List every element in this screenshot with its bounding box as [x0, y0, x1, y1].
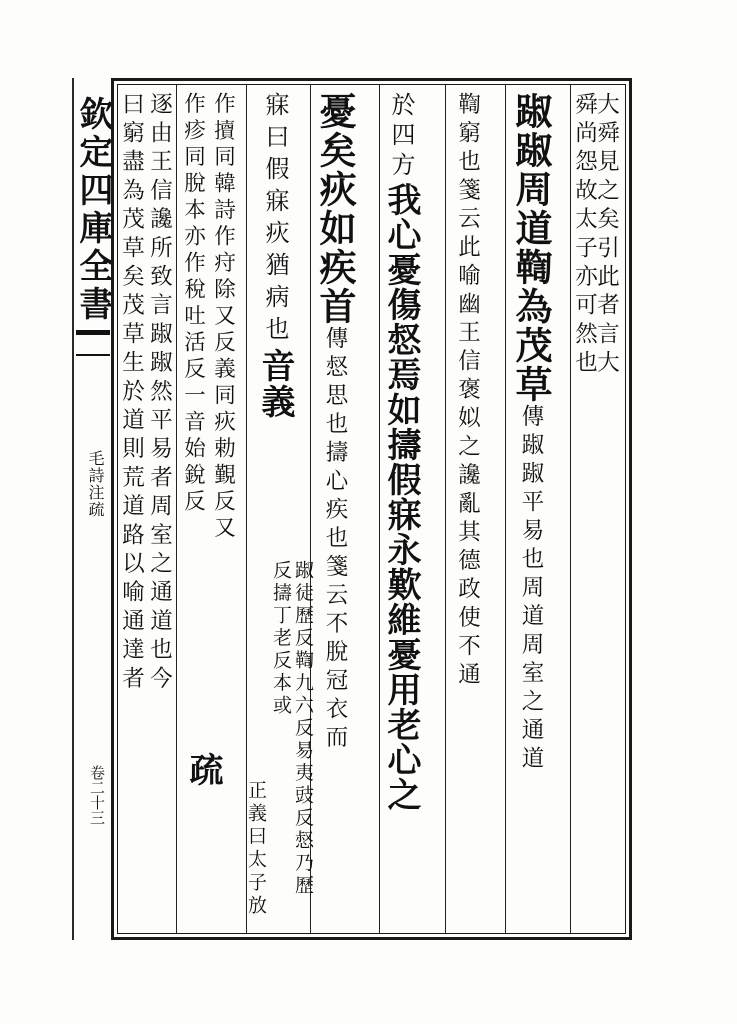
column-rule — [505, 84, 506, 934]
column-2-main-text: 踧踧周道鞫為茂草 — [509, 92, 553, 404]
column-8-heading: 疏 — [183, 752, 223, 788]
column-rule — [176, 84, 177, 934]
column-4-main-text: 我心憂傷惄焉如擣假寐永歎維憂用老心之 — [381, 182, 421, 812]
column-9-right: 逐由王信讒所致言踧踧然平易者周室之通道也今 — [146, 92, 173, 695]
column-7-left: 作疹同脫本亦作稅吐活反一音始銳反 — [180, 92, 206, 516]
column-8 — [183, 752, 223, 932]
column-5-main-text: 憂矣疢如疾首 — [313, 92, 357, 326]
column-9-left: 曰窮盡為茂草矣茂草生於道則荒道路以喻通達者 — [118, 92, 145, 695]
margin-page-number: 卷二十三 — [88, 765, 106, 825]
margin-book-title: 毛詩注疏 — [86, 450, 105, 518]
column-2-commentary: 傳踧踧平易也周道周室之通道 — [518, 404, 544, 775]
column-5-commentary: 傳惄思也擣心疾也箋云不脫冠衣而 — [322, 326, 348, 754]
column-6-commentary: 寐曰假寐疢猶病也 — [261, 92, 289, 348]
column-4-commentary: 於四方 — [387, 92, 415, 182]
column-rule — [445, 84, 446, 934]
column-3-commentary: 鞫窮也箋云此喻幽王信褒姒之讒亂其德政使不通 — [454, 92, 481, 691]
fishtail-mark — [76, 330, 110, 356]
column-4 — [381, 92, 421, 932]
column-1-right: 大舜見之矣引此者言大 — [593, 92, 620, 379]
column-rule — [379, 84, 380, 934]
column-rule — [570, 84, 571, 934]
column-6-heading: 音義 — [255, 348, 295, 420]
column-3 — [456, 92, 479, 932]
column-5 — [313, 92, 357, 932]
column-1-left: 舜尚怨故太子亦可然也 — [571, 92, 598, 379]
column-2 — [509, 92, 553, 932]
column-7-right: 作𢷺同韓詩作疛除又反義同疢勅覲反又 — [210, 92, 236, 543]
column-8-note: 正義曰太子放 — [245, 780, 267, 918]
margin-title: 欽定四庫全書 — [73, 96, 113, 324]
column-6-notes: 踧徒歷反鞫九六反易夷豉反惄乃歷反擣丁老反本或 — [270, 560, 314, 898]
